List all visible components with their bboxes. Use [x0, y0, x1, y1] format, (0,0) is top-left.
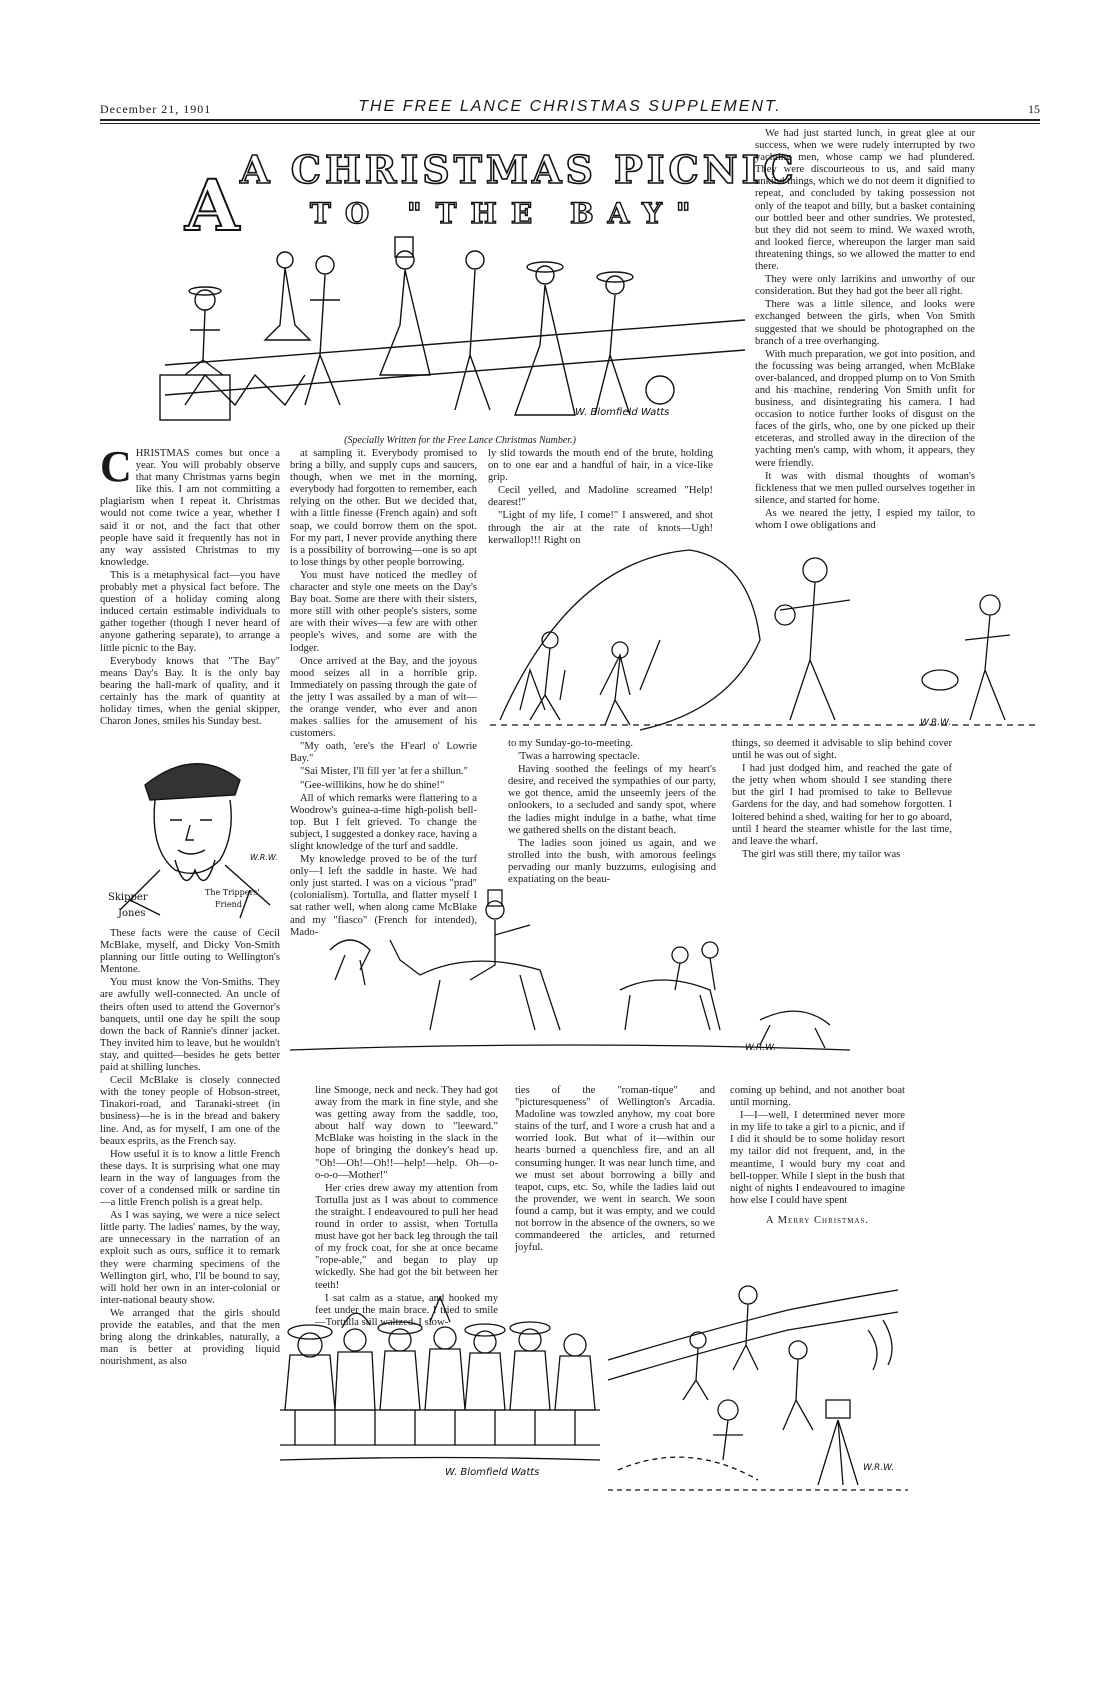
- paragraph: things, so deemed it advisable to slip behind cover until he was out of sight.: [732, 738, 952, 762]
- column-3-bottom: [515, 1085, 715, 1257]
- paragraph: 'Twas a harrowing spectacle.: [518, 751, 640, 763]
- paragraph: There was a little silence, and looks were exchanged between the girls, when Von Smith suggested that we should be photographed on the branch of a tree overhanging.: [755, 299, 975, 347]
- tree-photo-signature: W.R.W.: [863, 1463, 895, 1473]
- article-caption: (Specially Written for the Free Lance Christmas Number.): [344, 435, 576, 446]
- header-rule: [100, 119, 1040, 121]
- column-4-mid: [732, 738, 952, 858]
- portrait-label-jones: Jones: [118, 908, 146, 919]
- donkey-race-illustration: [290, 880, 850, 1065]
- headline-line1: A CHRISTMAS PICNIC: [240, 147, 798, 192]
- boat-crowd-drawing: [280, 1297, 600, 1460]
- column-4-top: [755, 128, 975, 531]
- bush-scene-svg: [490, 520, 1040, 735]
- bush-scene-illustration: [490, 520, 1040, 735]
- article-signoff: A Merry Christmas.: [765, 1214, 870, 1226]
- header-rule-thin: [100, 123, 1040, 124]
- headline-illustration-svg: [145, 125, 798, 435]
- column-3-mid: [508, 738, 716, 886]
- bush-scene-signature: W.R.W.: [920, 718, 952, 728]
- paragraph: Her cries drew away my attention from Tortulla just as I was about to commence the straight. I endeavoured to pull her head round in order to assist, when Tortulla must have got her back leg through the tail of my frock coat, for she at once became "rope-able," and began to play up wickedly. She had got the bit between her teeth!: [315, 1182, 498, 1291]
- portrait-svg: [100, 740, 285, 925]
- paragraph: The girl was still there, my tailor was: [742, 848, 901, 860]
- paragraph: "Gee-willikins, how he do shine!": [300, 779, 445, 791]
- headline-illustration: [145, 125, 798, 435]
- portrait-label-skipper: Skipper: [108, 892, 148, 903]
- headline-signature: W. Blomfield Watts: [575, 407, 670, 418]
- portrait-label-trippers: The Trippers': [205, 888, 260, 897]
- page-header: [100, 96, 1040, 118]
- paragraph: ties of the "roman-tique" and "picturesqueness" of Wellington's Arcadia. Madoline was towzled anyhow, my coat bore stains of the turf, and I wore a crush hat and a worried look. But what of it—within our hearts burned a quenchless fire, and an all consuming hunger. It was near lunch time, and we must set about borrowing a billy and teapot, cups, etc. So, while the ladies laid out the provender, we went in search. We soon found a camp, but it was empty, and we could not borrow in the absence of the owners, so we commandeered the articles, and returned joyful.: [515, 1085, 715, 1254]
- paragraph: All of which remarks were flattering to a Woodrow's guinea-a-time high-polish bell-top. But I felt grieved. To change the subject, I suggested a donkey race, having a slight knowledge of the turf and saddle.: [290, 792, 477, 852]
- paragraph: [100, 442, 280, 569]
- headline-big-a: A: [185, 164, 240, 247]
- column-4-bottom: [730, 1085, 905, 1235]
- paragraph: We arranged that the girls should provide the eatables, and that the men bring along the drinkables, naturally, a man is better at providing liquid nourishment, as also: [100, 1307, 280, 1368]
- paragraph: As I was saying, we were a nice select little party. The ladies' names, by the way, are unnecessary in the narration of an exploit such as ours, suffice it to remark they were charming specimens of the Wellington girl, who, I'll be bound to say, will hold her own in an inter-colonial or inter-national beauty show.: [100, 1210, 280, 1306]
- tree-photo-svg: [608, 1270, 908, 1500]
- paragraph: I—I—well, I determined never more in my life to take a girl to a picnic, and if I did it should be to some holiday resort my tailor did not frequent, and, in the meantime, I would bury my coat and bell-topper. While I slept in the bush that night of nights I endeavoured to imagine how else I could have spent: [730, 1110, 905, 1206]
- skipper-jones-portrait: [100, 740, 285, 925]
- paragraph: "My oath, 'ere's the H'earl o' Lowrie Bay.": [290, 741, 477, 765]
- drop-cap: C: [100, 442, 132, 491]
- paragraph: line Smooge, neck and neck. They had got away from the mark in fine style, and she was getting away from the saddle, too, about half way down to "leeward." McBlake was hoisting in the slack in the hope of bringing the donkey's head up. "Oh!—Oh!—Oh!!—help!—help. Oh—o-o-o-o—Mother!": [315, 1085, 498, 1181]
- bush-scene-drawing: [490, 550, 1040, 730]
- boat-crowd-svg: [280, 1260, 600, 1490]
- column-1-bottom: [100, 928, 280, 1448]
- paragraph: to my Sunday-go-to-meeting.: [508, 738, 634, 749]
- boat-crowd-illustration: [280, 1260, 600, 1490]
- paragraph: I sat calm as a statue, and hooked my feet under the main brace. I tried to smile—Tortulla still waltzed. I slow-: [315, 1292, 498, 1328]
- column-1-top: [100, 442, 280, 738]
- donkey-race-signature: W.R.W.: [745, 1043, 777, 1053]
- paragraph: Cecil McBlake is closely connected with the toney people of Hobson-street, Tinakori-road, and Taranaki-street (in business)—he is in the bread and bakery line. And, as for myself, I am one of the beaux esprits, as the French say.: [100, 1075, 280, 1147]
- headline-line2: TO "THE BAY": [310, 197, 705, 230]
- paragraph: coming up behind, and not another boat until morning.: [730, 1085, 905, 1109]
- paragraph: How useful it is to know a little French these days. It is surprising what one may learn in the way of languages from the cover of a condensed milk or sardine tin—a little French polish is a great help.: [100, 1148, 280, 1209]
- paragraph: You must know the Von-Smiths. They are awfully well-connected. An uncle of theirs often used to attend the Governor's banquets, until one day he spilt the soup down the back of Rannie's dinner jacket. They invited him to leave, but he wouldn't stay, and quitted—besides he gets better paid at shilling lunches.: [100, 977, 280, 1074]
- paragraph: They were only larrikins and unworthy of our consideration. But they had got the beer all right.: [755, 274, 975, 298]
- donkey-race-svg: [290, 880, 850, 1065]
- paragraph-text: HRISTMAS comes but once a year. You will probably observe that many Christmas yarns begin like this. I am not committing a plagiarism when I repeat it. Christmas would not come twice a year, whether I said it or not, and the fact that other people have said it frequently has not in any way assisted Christmas to my knowledge.: [100, 448, 280, 568]
- paragraph: This is a metaphysical fact—you have probably met a physical fact before. The question of a holiday coming along induced certain estimable individuals to gather together (though I never heard of anyone gathering separate), to arrange a little picnic to the Bay.: [100, 569, 280, 654]
- column-2-top: [290, 448, 477, 938]
- picnic-crowd-drawing: [160, 237, 745, 420]
- paragraph: My knowledge proved to be of the turf only—I left the saddle in haste. We had only just started. I was on a vicious "prad" (colonialism). Tortulla, and flatter myself I sat rather well, when along came McBlake and my "fiasco" (French for intended), Mado-: [290, 854, 477, 938]
- portrait-label-friend: Friend: [215, 900, 242, 909]
- paragraph: ly slid towards the mouth end of the brute, holding on to one ear and a handful of hair, in a vice-like grip.: [488, 448, 713, 484]
- portrait-signature: W.R.W.: [250, 853, 278, 862]
- paragraph: "Light of my life, I come!" I answered, and shot through the air at the rate of knots—Ugh! kerwallop!!! Right on: [488, 510, 713, 546]
- column-2-bottom: [315, 1085, 498, 1328]
- paragraph: We had just started lunch, in great glee at our success, when we were rudely interrupted by two yachting men, whose camp we had plundered. They were discourteous to us, and said many unkind things, which we do not deem it dignified to repeat, and concluded by taking possession not only of the teapot and billy, but a basket containing our bottled beer and other sundries. We protested, but they did not seem to mind. We waxed wroth, and looked fierce, whereupon the larger man said threatening things, so we allowed the matter to end there.: [755, 128, 975, 273]
- paragraph: With much preparation, we got into position, and the focussing was being arranged, when McBlake over-balanced, and dropped plump on to Von Smith and his machine, rendering Von Smith unfit for business, and disintegrating his camera. I had occasion to notice further looks of disgust on the faces of the girls, who, one by one picked up their etceteras, and strolled away in the direction of the yachting men's camp, with whom, it appears, they were friendly.: [755, 348, 975, 469]
- donkey-race-drawing: [290, 890, 850, 1050]
- tree-photo-illustration: [608, 1270, 908, 1500]
- paragraph: at sampling it. Everybody promised to bring a billy, and supply cups and saucers, though, when we met in the morning, everybody had forgotten to remember, each relying on the other. But we decided that, with a little finesse (French again) and soft soap, we could borrow them on the spot. For my part, I never provide anything there is a possibility of borrowing—one is so apt to lose things by other people borrowing.: [290, 448, 477, 568]
- page-number: 15: [1028, 102, 1040, 116]
- paragraph: It was with dismal thoughts of woman's fickleness that we men pulled ourselves together in silence, and started for home.: [755, 470, 975, 506]
- paragraph: These facts were the cause of Cecil McBlake, myself, and Dicky Von-Smith planning our little outing to Wellington's Mentone.: [100, 928, 280, 976]
- issue-date: December 21, 1901: [100, 102, 212, 116]
- paragraph: The ladies soon joined us again, and we strolled into the bush, with amorous feelings pervading our manly buzzums, eulogising and expatiating on the beau-: [508, 837, 716, 886]
- paragraph: I had just dodged him, and reached the gate of the jetty when whom should I see standing there but the girl I had promised to take to Bellevue Gardens for the day, and had somehow forgotten. I loitered behind a shed, waiting for her to go aboard, until I heard the steamer whistle for the last time, and leave the wharf.: [732, 763, 952, 847]
- column-3-top: [488, 448, 713, 546]
- paragraph: You must have noticed the medley of character and style one meets on the Day's Bay boat. Some are there with their sisters, more still with other people's sisters, some are with their wives—a few are with other people's wives, and some are with the lodger.: [290, 569, 477, 654]
- paragraph: Everybody knows that "The Bay" means Day's Bay. It is the only bay bearing the hall-mark of quality, and it certainly has the mark of quantity at holiday times, when the genial skipper, Charon Jones, smiles his Sunday best.: [100, 655, 280, 728]
- paragraph: As we neared the jetty, I espied my tailor, to whom I owe obligations and: [755, 507, 975, 531]
- paragraph: "Sai Mister, I'll fill yer 'at fer a shillun.": [300, 766, 468, 778]
- boat-crowd-signature: W. Blomfield Watts: [445, 1467, 540, 1478]
- paragraph: Having soothed the feelings of my heart's desire, and received the sympathies of our party, we got thence, amid the unseemly jeers of the onlookers, to a secluded and sandy spot, where the ladies might indulge in a bathe, what time we gathered shells on the distant beach.: [508, 764, 716, 836]
- tree-photo-drawing: [608, 1286, 908, 1490]
- supplement-title: THE FREE LANCE CHRISTMAS SUPPLEMENT.: [358, 98, 782, 115]
- paragraph: Cecil yelled, and Madoline screamed "Help! dearest!": [488, 485, 713, 509]
- paragraph: Once arrived at the Bay, and the joyous mood seizes all in a horrible grip. Immediately on passing through the gate of the jetty I was assailed by a man of wit—the orange vender, who ever and anon makes sallies for the amusement of his customers.: [290, 655, 477, 740]
